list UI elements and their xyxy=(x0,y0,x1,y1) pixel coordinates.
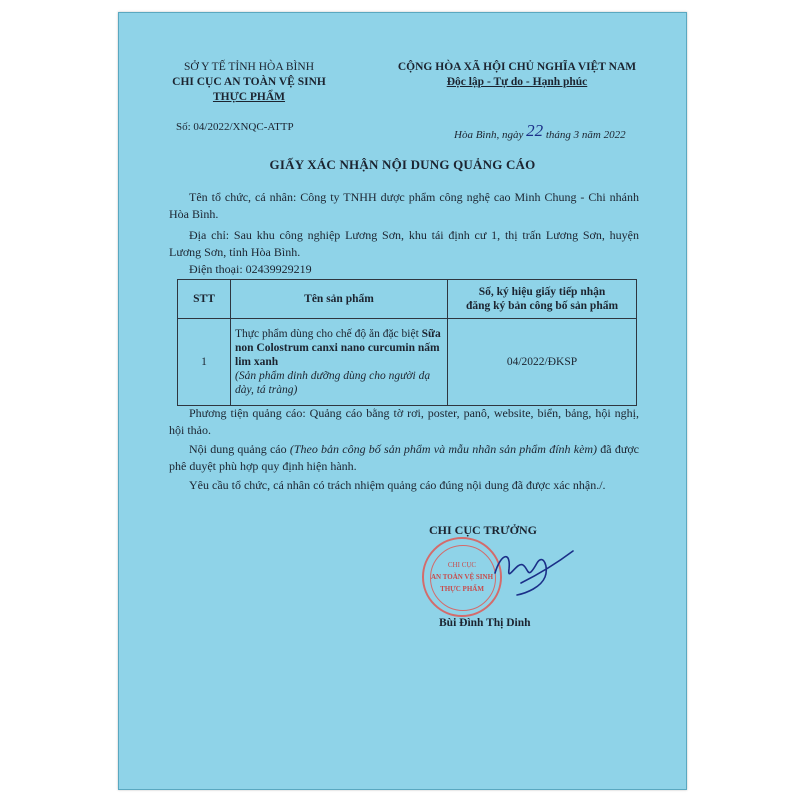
content-line xyxy=(169,441,639,475)
country-name: CỘNG HÒA XÃ HỘI CHỦ NGHĨA VIỆT NAM xyxy=(397,61,637,73)
signatory-title: CHI CỤC TRƯỞNG xyxy=(429,523,538,537)
product-note: (Sản phẩm dinh dưỡng dùng cho người dạ dày, tá tràng) xyxy=(235,370,431,396)
content-italic: (Theo bản công bố sản phẩm và mẫu nhãn sản phẩm đính kèm) xyxy=(289,442,598,456)
seal-text-line3: THỰC PHẨM xyxy=(440,585,484,593)
phone-line: Điện thoại: 02439929219 xyxy=(189,262,312,276)
agency-parent: SỞ Y TẾ TỈNH HÒA BÌNH xyxy=(183,61,314,73)
date-prefix: Hòa Bình, ngày xyxy=(454,129,524,141)
cell-registration-number: 04/2022/ĐKSP xyxy=(448,319,637,406)
header-registration-line1: Số, ký hiệu giấy tiếp nhận xyxy=(478,286,606,298)
national-heading xyxy=(367,60,667,90)
media-line: Phương tiện quảng cáo: Quảng cáo bằng tờ rơi, poster, panô, website, biển, bảng, hội nghị, hội thảo. xyxy=(169,406,639,437)
table-header-row xyxy=(178,280,637,319)
product-table xyxy=(177,279,637,406)
signer-name: Bùi Đình Thị Dinh xyxy=(439,617,531,629)
cell-stt: 1 xyxy=(178,319,231,406)
header-product-name: Tên sản phẩm xyxy=(231,280,448,319)
product-name: Sữa non Colostrum canxi nano curcumin nấm lim xanh xyxy=(235,328,441,368)
cell-product-name xyxy=(231,319,448,406)
address-line: Địa chỉ: Sau khu công nghiệp Lương Sơn, khu tái định cư 1, thị trấn Lương Sơn, huyện Lương Sơn, tỉnh Hòa Bình. xyxy=(169,228,639,259)
table-row xyxy=(178,319,637,406)
document-number: Số: 04/2022/XNQC-ATTP xyxy=(176,121,294,133)
header-registration-line2: đăng ký bản công bố sản phẩm xyxy=(465,300,619,312)
date-day-handwritten: 22 xyxy=(526,121,544,140)
document-page xyxy=(118,12,687,790)
seal-text-line1: CHI CỤC xyxy=(447,561,477,569)
issue-date xyxy=(454,123,626,143)
document-title: GIẤY XÁC NHẬN NỘI DUNG QUẢNG CÁO xyxy=(269,157,536,172)
agency-name-line1: CHI CỤC AN TOÀN VỆ SINH xyxy=(172,76,326,88)
product-category: Thực phẩm dùng cho chế độ ăn đặc biệt xyxy=(235,328,419,340)
seal-text-line2: AN TOÀN VỆ SINH xyxy=(430,573,494,581)
date-suffix: tháng 3 năm 2022 xyxy=(545,129,626,141)
content-suffix: đã được phê duyệt phù hợp quy định hiện hành. xyxy=(169,442,639,473)
issuing-agency xyxy=(149,60,349,105)
header-stt: STT xyxy=(178,280,231,319)
national-motto: Độc lập - Tự do - Hạnh phúc xyxy=(446,76,588,88)
header-registration xyxy=(448,280,637,319)
organization-line: Tên tổ chức, cá nhân: Công ty TNHH dược phẩm công nghệ cao Minh Chung - Chi nhánh Hòa Bình. xyxy=(169,190,639,221)
content-prefix: Nội dung quảng cáo xyxy=(189,442,287,456)
request-line: Yêu cầu tổ chức, cá nhân có trách nhiệm quảng cáo đúng nội dung đã được xác nhận./. xyxy=(189,478,606,492)
agency-name-line2: THỰC PHẨM xyxy=(212,91,286,103)
handwritten-signature xyxy=(487,543,577,603)
